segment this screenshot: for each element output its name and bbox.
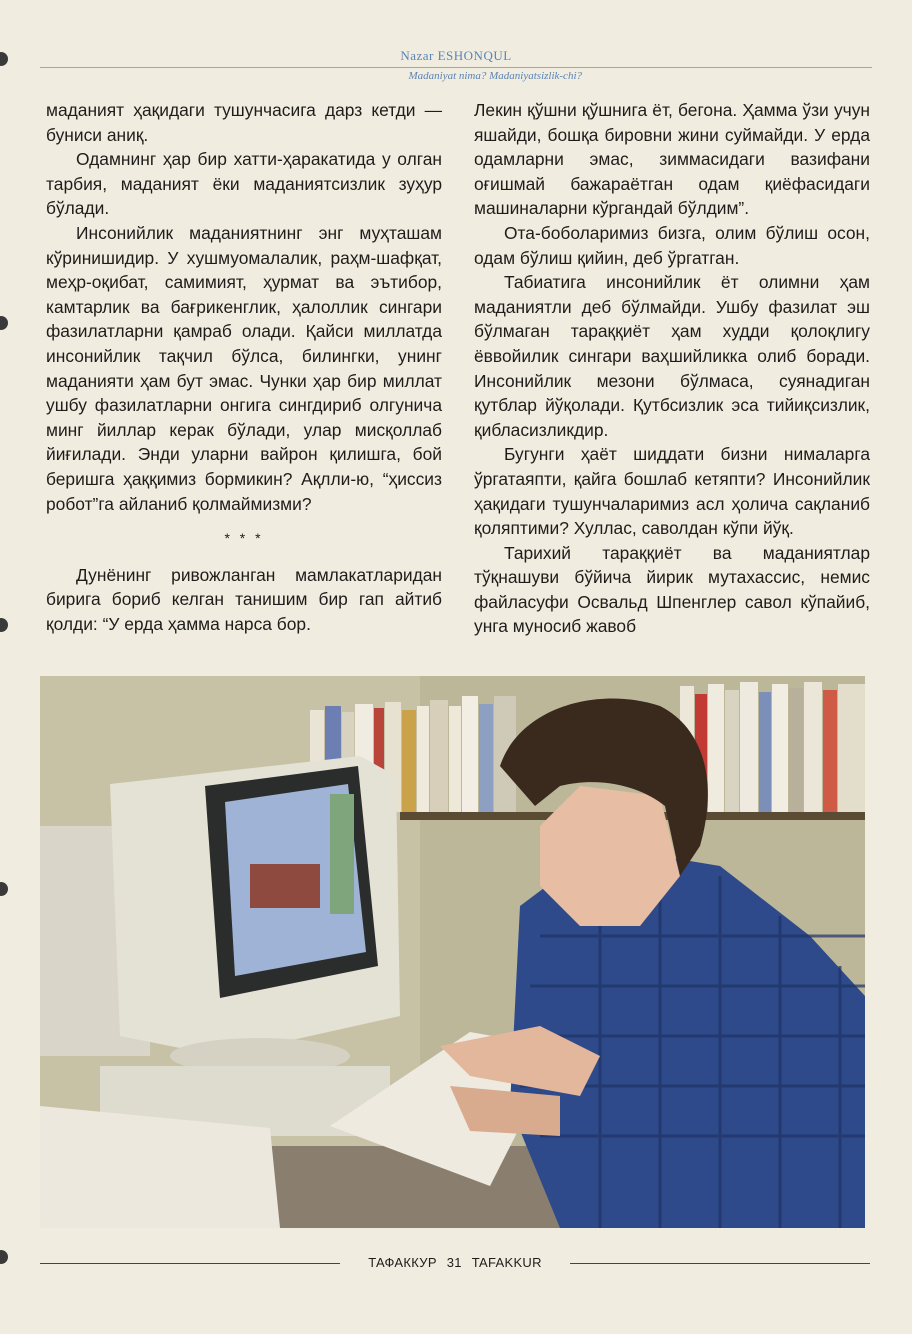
paragraph: Тарихий тараққиёт ва маданиятлар тўқнашуви бўйича йирик мутахассис, немис файласуфи Освальд Шпенглер савол кўпайиб, унга муносиб жавоб (474, 542, 870, 637)
article-subtitle: Madaniyat nima? Madaniyatsizlik-chi? (408, 70, 582, 82)
page-footer (40, 1253, 870, 1273)
photo-illustration (40, 676, 865, 1228)
journal-name-cyrillic: ТАФАККУР (368, 1255, 437, 1270)
paragraph: маданият ҳақидаги тушунчасига дарз кетди — буниси аниқ. (46, 100, 442, 145)
paragraph: Табиатига инсонийлик ёт олимни ҳам маданиятли деб бўлмайди. Ушбу фазилат эш бўлмаган тараққиёт ҳам худди қолоқлигу ёввойилик сингари ваҳшийликка олиб боради. Инсонийлик мезони бўлмаса, суянадиган қутблар йўқолади. Қутбсизлик эса тийиқсизлик, қибласизликдир. (474, 272, 870, 440)
paragraph: Дунёнинг ривожланган мамлакатларидан бирига бориб келган танишим бир гап айтиб қолди: “У ерда ҳамма нарса бор. (46, 564, 442, 634)
binder-hole (0, 1250, 8, 1264)
header-divider (40, 67, 872, 68)
running-header (40, 48, 872, 82)
footer-divider-right (570, 1263, 870, 1264)
paragraph: Лекин қўшни қўшнига ёт, бегона. Ҳамма ўзи учун яшайди, бошқа бировни жини суймайди. У ерда одамларни эмас, зиммасидаги вазифани оғишмай бажараётган одам қиёфасидаги машиналарни кўргандай бўлдим”. (474, 100, 870, 219)
photo-young-man-at-computer (40, 676, 865, 1228)
author-name: Nazar ESHONQUL (400, 48, 512, 63)
section-separator: * * * (224, 530, 264, 547)
binder-hole (0, 618, 8, 632)
right-column (474, 98, 870, 639)
paragraph: Бугунги ҳаёт шиддати бизни нималарга ўргатаяпти, қайга бошлаб кетяпти? Инсонийлик ҳақидаги тушунчаларимиз асл ҳолича сақланиб қоляптими? Хуллас, саволдан кўпи йўқ. (474, 444, 870, 539)
paragraph: Одамнинг ҳар бир хатти-ҳаракатида у олган тарбия, маданият ёки маданиятсизлик зуҳур бўлади. (46, 149, 442, 219)
binder-hole (0, 882, 8, 896)
journal-name-latin: TAFAKKUR (471, 1255, 542, 1270)
page-number: 31 (446, 1255, 462, 1270)
left-column (46, 98, 442, 636)
binder-hole (0, 316, 8, 330)
paragraph: Ота-боболаримиз бизга, олим бўлиш осон, одам бўлиш қийин, деб ўргатган. (474, 222, 870, 268)
binder-hole (0, 52, 8, 66)
paragraph: Инсонийлик маданиятнинг энг муҳташам кўринишидир. У хушмуомалалик, раҳм-шафқат, меҳр-оқибат, самимият, ҳурмат ва эътибор, камтарлик ва бағрикенглик, ҳалоллик сингари фазилатларни қамраб олади. Қайси миллатда инсонийлик тақчил бўлса, билингки, унинг маданияти ҳам бут эмас. Чунки ҳар бир миллат ушбу фазилатларни онгига сингдириб олгунича минг йиллар керак бўлади, улар мисқоллаб йиғилади. Энди уларни вайрон қилишга, бой беришга ҳаққимиз бормикин? Ақлли-ю, “ҳиссиз робот”га айланиб қолмаймизми? (46, 222, 442, 514)
